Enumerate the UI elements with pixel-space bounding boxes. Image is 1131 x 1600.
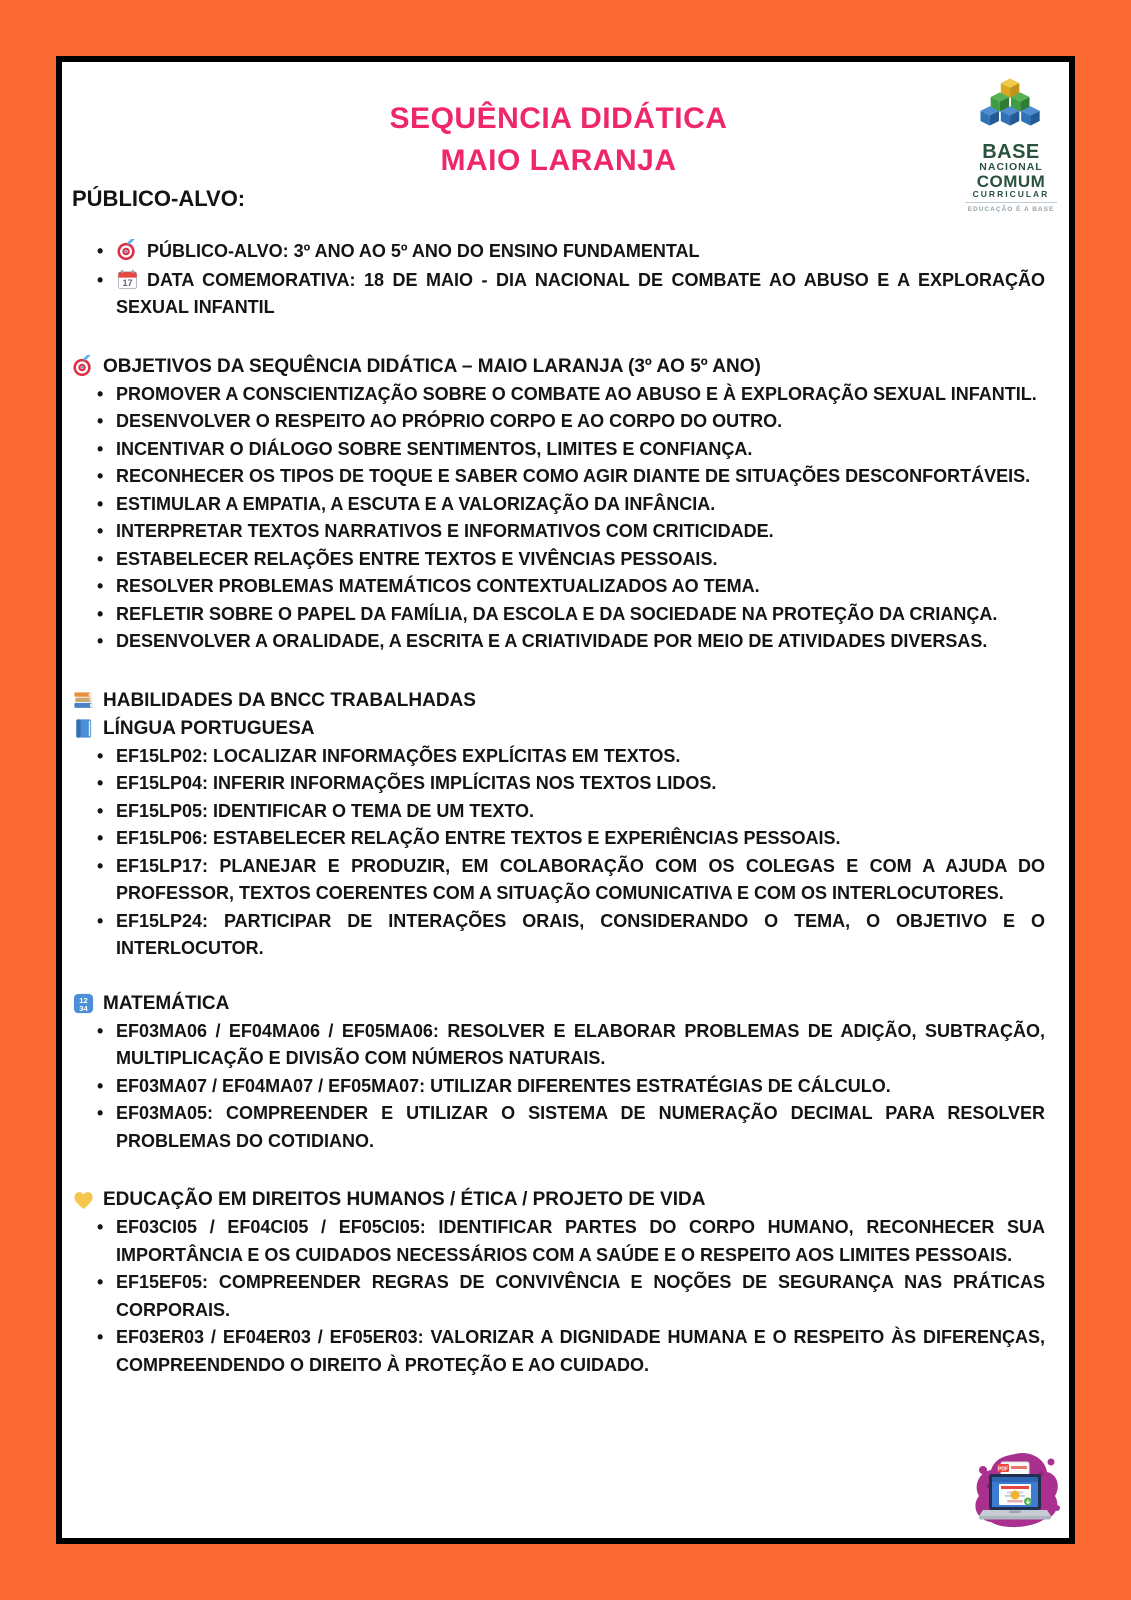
section-heading: MATEMÁTICA [103,992,230,1014]
bullet-item: • RECONHECER OS TIPOS DE TOQUE E SABER COMO AGIR DIANTE DE SITUAÇÕES DESCONFORTÁVEIS. [116,463,1045,491]
bncc-cubes-icon [974,78,1048,140]
title-block [72,98,1045,182]
logo-word-nacional: NACIONAL [979,161,1043,173]
bullet-item: • EF15LP17: PLANEJAR E PRODUZIR, EM COLABORAÇÃO COM OS COLEGAS E COM A AJUDA DO PROFESSOR, TEXTOS COERENTES COM A SITUAÇÃO COMUNICATIVA E COM OS INTERLOCUTORES. [116,853,1045,908]
books-icon [72,689,95,712]
pdf-laptop-illustration [967,1448,1063,1536]
bullet-list [72,743,1045,963]
bullet-item: • INTERPRETAR TEXTOS NARRATIVOS E INFORMATIVOS COM CRITICIDADE. [116,518,1045,546]
document-content [62,62,1069,1538]
page-title: SEQUÊNCIA DIDÁTICA [389,102,728,135]
yellow-heart-icon [72,1189,95,1212]
bullet-item: • ESTIMULAR A EMPATIA, A ESCUTA E A VALORIZAÇÃO DA INFÂNCIA. [116,491,1045,519]
audience-label: PÚBLICO-ALVO: [72,186,246,211]
intro-bullet-text: DATA COMEMORATIVA: 18 DE MAIO - DIA NACIONAL DE COMBATE AO ABUSO E A EXPLORAÇÃO SEXUAL INFANTIL [116,269,1045,317]
bullet-item: • EF15LP06: ESTABELECER RELAÇÃO ENTRE TEXTOS E EXPERIÊNCIAS PESSOAIS. [116,825,1045,853]
bullet-item: • EF15LP05: IDENTIFICAR O TEMA DE UM TEXTO. [116,798,1045,826]
list-item [116,267,1045,322]
bullet-item: • EF03MA07 / EF04MA07 / EF05MA07: UTILIZAR DIFERENTES ESTRATÉGIAS DE CÁLCULO. [116,1073,1045,1101]
section-heading: EDUCAÇÃO EM DIREITOS HUMANOS / ÉTICA / PROJETO DE VIDA [103,1189,706,1210]
logo-word-base: BASE [982,141,1040,163]
bullet-item: • REFLETIR SOBRE O PAPEL DA FAMÍLIA, DA ESCOLA E DA SOCIEDADE NA PROTEÇÃO DA CRIANÇA. [116,601,1045,629]
bullet-item: • EF03CI05 / EF04CI05 / EF05CI05: IDENTIFICAR PARTES DO CORPO HUMANO, RECONHECER SUA IMPORTÂNCIA E OS CUIDADOS NECESSÁRIOS COM A SAÚDE E O RESPEITO AOS LIMITES PESSOAIS. [116,1214,1045,1269]
bullet-item: • EF03MA06 / EF04MA06 / EF05MA06: RESOLVER E ELABORAR PROBLEMAS DE ADIÇÃO, SUBTRAÇÃO, MULTIPLICAÇÃO E DIVISÃO COM NÚMEROS NATURAIS. [116,1018,1045,1073]
blue-book-icon [72,717,95,740]
logo-tagline: EDUCAÇÃO É A BASE [967,206,1055,213]
bullet-item: • EF15EF05: COMPREENDER REGRAS DE CONVIVÊNCIA E NOÇÕES DE SEGURANÇA NAS PRÁTICAS CORPORAIS. [116,1269,1045,1324]
bullet-item: • RESOLVER PROBLEMAS MATEMÁTICOS CONTEXTUALIZADOS AO TEMA. [116,573,1045,601]
section-lingua-portuguesa [72,715,1045,963]
bullet-item: • INCENTIVAR O DIÁLOGO SOBRE SENTIMENTOS, LIMITES E CONFIANÇA. [116,436,1045,464]
section-objetivos [72,353,1045,656]
section-habilidades [72,687,1045,715]
bullet-item: • DESENVOLVER A ORALIDADE, A ESCRITA E A CRIATIVIDADE POR MEIO DE ATIVIDADES DIVERSAS. [116,628,1045,656]
section-heading: LÍNGUA PORTUGUESA [103,717,315,739]
calendar-icon [116,268,139,291]
bullet-item: • EF15LP24: PARTICIPAR DE INTERAÇÕES ORAIS, CONSIDERANDO O TEMA, O OBJETIVO E O INTERLOCUTOR. [116,908,1045,963]
bullet-item: • EF03ER03 / EF04ER03 / EF05ER03: VALORIZAR A DIGNIDADE HUMANA E O RESPEITO ÀS DIFERENÇAS, COMPREENDENDO O DIREITO À PROTEÇÃO E AO CUIDADO. [116,1324,1045,1379]
section-heading: OBJETIVOS DA SEQUÊNCIA DIDÁTICA – MAIO LARANJA (3º AO 5º ANO) [103,355,761,377]
bullet-item: • EF03MA05: COMPREENDER E UTILIZAR O SISTEMA DE NUMERAÇÃO DECIMAL PARA RESOLVER PROBLEMAS DO COTIDIANO. [116,1100,1045,1155]
svg-text:PDF: PDF [998,1466,1008,1473]
bullet-item: • EF15LP04: INFERIR INFORMAÇÕES IMPLÍCITAS NOS TEXTOS LIDOS. [116,770,1045,798]
list-item [116,238,1045,266]
intro-bullet-list [72,238,1045,322]
bullet-item: • ESTABELECER RELAÇÕES ENTRE TEXTOS E VIVÊNCIAS PESSOAIS. [116,546,1045,574]
bullet-list [72,1018,1045,1156]
target-icon [72,355,95,378]
numbers-icon [72,992,95,1015]
bullet-list [72,381,1045,656]
logo-word-comum: COMUM [976,171,1046,191]
section-matematica [72,990,1045,1156]
bullet-list [72,1214,1045,1379]
logo-word-curricular: CURRICULAR [965,190,1057,204]
section-direitos-humanos [72,1186,1045,1379]
document-sheet [56,56,1075,1544]
target-icon [116,239,139,262]
bullet-item: • EF15LP02: LOCALIZAR INFORMAÇÕES EXPLÍCITAS EM TEXTOS. [116,743,1045,771]
intro-bullet-text: PÚBLICO-ALVO: 3º ANO AO 5º ANO DO ENSINO FUNDAMENTAL [147,241,700,261]
bullet-item: • PROMOVER A CONSCIENTIZAÇÃO SOBRE O COMBATE AO ABUSO E À EXPLORAÇÃO SEXUAL INFANTIL. [116,381,1045,409]
section-heading: HABILIDADES DA BNCC TRABALHADAS [103,689,476,711]
bncc-logo [965,78,1057,214]
bullet-item: • DESENVOLVER O RESPEITO AO PRÓPRIO CORPO E AO CORPO DO OUTRO. [116,408,1045,436]
page-subtitle: MAIO LARANJA [440,144,677,177]
